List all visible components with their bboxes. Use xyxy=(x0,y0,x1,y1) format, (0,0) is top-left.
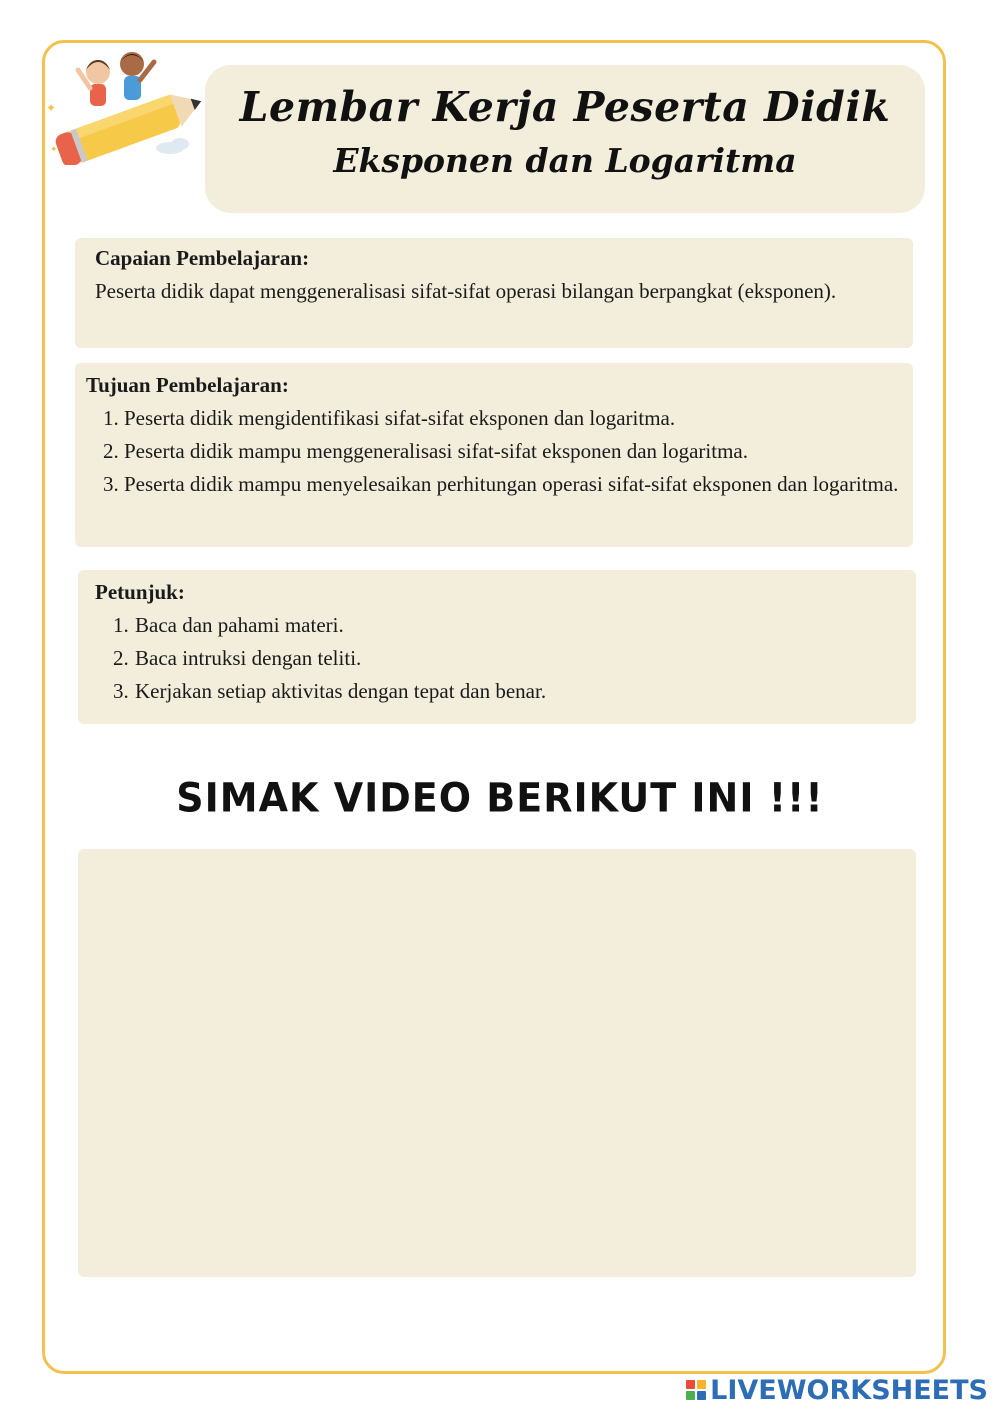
logo-square xyxy=(686,1391,695,1400)
list-number: 3. xyxy=(103,472,119,496)
list-item xyxy=(86,468,913,501)
petunjuk-panel xyxy=(78,570,916,724)
svg-text:✦: ✦ xyxy=(50,144,58,154)
liveworksheets-logo-icon xyxy=(686,1380,706,1400)
watermark-text: LIVEWORKSHEETS xyxy=(710,1374,988,1406)
svg-text:✦: ✦ xyxy=(46,101,57,115)
list-item xyxy=(95,642,896,675)
list-text: Baca dan pahami materi. xyxy=(135,613,344,637)
title-banner xyxy=(205,65,925,213)
capaian-heading: Capaian Pembelajaran: xyxy=(95,246,310,270)
list-number: 1. xyxy=(113,613,129,637)
capaian-panel xyxy=(75,238,913,348)
list-item xyxy=(86,402,913,435)
petunjuk-heading: Petunjuk: xyxy=(95,580,185,604)
tujuan-heading: Tujuan Pembelajaran: xyxy=(86,373,289,397)
liveworksheets-watermark[interactable] xyxy=(686,1374,988,1406)
list-item xyxy=(95,675,896,708)
list-text: Kerjakan setiap aktivitas dengan tepat dan benar. xyxy=(135,679,547,703)
kids-riding-pencil-icon xyxy=(40,40,210,165)
logo-square xyxy=(697,1391,706,1400)
tujuan-panel xyxy=(75,363,913,547)
list-number: 3. xyxy=(113,679,129,703)
list-item xyxy=(86,435,913,468)
list-text: Peserta didik mampu menggeneralisasi sifat-sifat eksponen dan logaritma. xyxy=(124,439,748,463)
page-subtitle: Eksponen dan Logaritma xyxy=(333,141,797,180)
list-number: 2. xyxy=(103,439,119,463)
list-number: 1. xyxy=(103,406,119,430)
list-text: Peserta didik mampu menyelesaikan perhitungan operasi sifat-sifat eksponen dan logaritma. xyxy=(124,472,899,496)
video-embed-area[interactable] xyxy=(78,849,916,1277)
list-item xyxy=(95,609,896,642)
logo-square xyxy=(697,1380,706,1389)
capaian-text: Peserta didik dapat menggeneralisasi sifat-sifat operasi bilangan berpangkat (eksponen). xyxy=(95,279,837,303)
list-number: 2. xyxy=(113,646,129,670)
video-section-heading: SIMAK VIDEO BERIKUT INI !!! xyxy=(176,774,824,822)
list-text: Peserta didik mengidentifikasi sifat-sifat eksponen dan logaritma. xyxy=(124,406,676,430)
logo-square xyxy=(686,1380,695,1389)
list-text: Baca intruksi dengan teliti. xyxy=(135,646,362,670)
page-title: Lembar Kerja Peserta Didik xyxy=(239,83,891,131)
